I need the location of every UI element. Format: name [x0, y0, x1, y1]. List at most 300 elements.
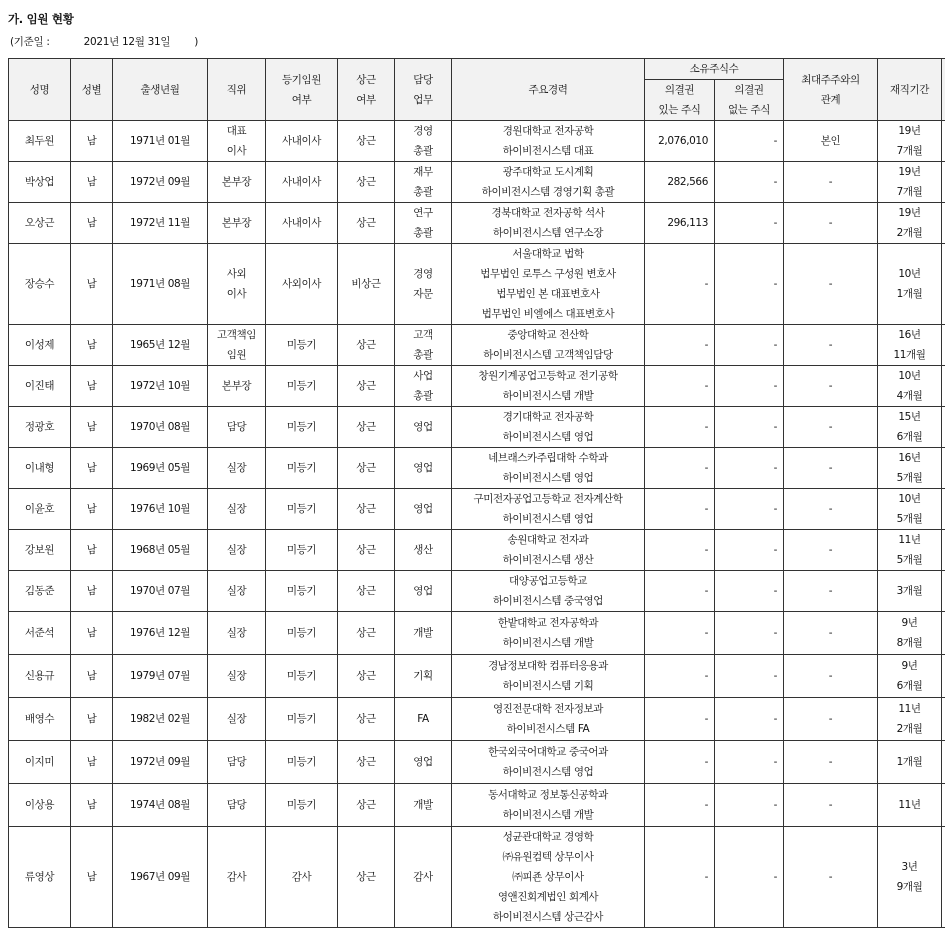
- cell-duty-line: 고객: [397, 325, 449, 345]
- cell-duty-line: 생산: [397, 540, 449, 560]
- cell-name: 신용규: [9, 655, 71, 698]
- cell-position-line: 담당: [210, 795, 263, 815]
- cell-birth: 1971년 01월: [113, 121, 208, 162]
- cell-fulltime: 상근: [338, 325, 395, 366]
- cell-gender: 남: [71, 612, 113, 655]
- cell-career: [452, 448, 645, 489]
- cell-relation: -: [784, 325, 878, 366]
- cell-birth: 1972년 09월: [113, 741, 208, 784]
- cell-career-line: 하이비전시스템 영업: [454, 427, 642, 447]
- cell-voting-shares: -: [645, 827, 715, 928]
- cell-tenure-line: 9년: [880, 613, 939, 633]
- cell-nonvoting-shares: -: [715, 612, 784, 655]
- cell-duty: [395, 571, 452, 612]
- cell-name: 이윤호: [9, 489, 71, 530]
- cell-duty-line: 기획: [397, 666, 449, 686]
- cell-tenure-line: 3개월: [880, 581, 939, 601]
- cell-career-line: 송원대학교 전자과: [454, 530, 642, 550]
- header-name: 성명: [9, 59, 71, 121]
- cell-fulltime: 상근: [338, 448, 395, 489]
- cell-name: 이내형: [9, 448, 71, 489]
- cell-cut-column: [942, 612, 945, 655]
- cell-career: [452, 162, 645, 203]
- cell-duty: [395, 407, 452, 448]
- cell-career-line: 하이비전시스템 연구소장: [454, 223, 642, 243]
- cell-position: [208, 325, 266, 366]
- cell-birth: 1976년 12월: [113, 612, 208, 655]
- cell-nonvoting-shares: -: [715, 203, 784, 244]
- cell-voting-shares: -: [645, 244, 715, 325]
- cell-fulltime: 상근: [338, 407, 395, 448]
- cell-fulltime: 상근: [338, 530, 395, 571]
- cell-registered: 미등기: [266, 530, 338, 571]
- cell-tenure: [878, 489, 942, 530]
- cell-position: [208, 741, 266, 784]
- section-title: 가. 임원 현황: [8, 11, 74, 27]
- cell-tenure: [878, 325, 942, 366]
- cell-tenure: [878, 162, 942, 203]
- cell-position: [208, 203, 266, 244]
- cell-voting-shares: 296,113: [645, 203, 715, 244]
- cell-cut-column: [942, 698, 945, 741]
- cell-career-line: 동서대학교 정보통신공학과: [454, 785, 642, 805]
- cell-name: 배영수: [9, 698, 71, 741]
- cell-fulltime: 상근: [338, 741, 395, 784]
- header-birth: 출생년월: [113, 59, 208, 121]
- cell-birth: 1965년 12월: [113, 325, 208, 366]
- header-cut-column: [942, 59, 945, 121]
- cell-voting-shares: 282,566: [645, 162, 715, 203]
- cell-nonvoting-shares: -: [715, 244, 784, 325]
- cell-birth: 1974년 08월: [113, 784, 208, 827]
- cell-position: [208, 530, 266, 571]
- cell-duty-line: 경영: [397, 121, 449, 141]
- cell-tenure-line: 5개월: [880, 550, 939, 570]
- cell-tenure: [878, 244, 942, 325]
- cell-registered: 미등기: [266, 489, 338, 530]
- cell-position: [208, 489, 266, 530]
- cell-tenure: [878, 655, 942, 698]
- cell-registered: 미등기: [266, 571, 338, 612]
- table-row: [9, 741, 945, 784]
- cell-relation: -: [784, 571, 878, 612]
- cell-tenure-line: 10년: [880, 366, 939, 386]
- cell-fulltime: 상근: [338, 366, 395, 407]
- cell-position-line: 이사: [210, 141, 263, 161]
- cell-position-line: 본부장: [210, 213, 263, 233]
- cell-tenure-line: 2개월: [880, 719, 939, 739]
- cell-duty-line: 자문: [397, 284, 449, 304]
- table-row: [9, 407, 945, 448]
- cell-tenure: [878, 366, 942, 407]
- cell-gender: 남: [71, 325, 113, 366]
- cell-duty-line: 영업: [397, 417, 449, 437]
- cell-registered: 미등기: [266, 612, 338, 655]
- cell-tenure-line: 4개월: [880, 386, 939, 406]
- cell-position: [208, 571, 266, 612]
- cell-birth: 1970년 07월: [113, 571, 208, 612]
- header-duty: [395, 59, 452, 121]
- cell-duty-line: 사업: [397, 366, 449, 386]
- cell-registered: 미등기: [266, 407, 338, 448]
- table-row: [9, 698, 945, 741]
- cell-fulltime: 비상근: [338, 244, 395, 325]
- cell-gender: 남: [71, 827, 113, 928]
- cell-nonvoting-shares: -: [715, 448, 784, 489]
- cell-cut-column: [942, 571, 945, 612]
- table-row: [9, 162, 945, 203]
- cell-relation: -: [784, 655, 878, 698]
- cell-birth: 1982년 02월: [113, 698, 208, 741]
- table-row: [9, 121, 945, 162]
- cell-name: 강보원: [9, 530, 71, 571]
- cell-position-line: 대표: [210, 121, 263, 141]
- cell-career-line: 영앤진회계법인 회계사: [454, 887, 642, 907]
- cell-birth: 1972년 11월: [113, 203, 208, 244]
- cell-voting-shares: -: [645, 784, 715, 827]
- cell-relation: -: [784, 530, 878, 571]
- cell-gender: 남: [71, 489, 113, 530]
- cell-tenure-line: 1개월: [880, 284, 939, 304]
- cell-tenure: [878, 571, 942, 612]
- cell-tenure-line: 11개월: [880, 345, 939, 365]
- cell-fulltime: 상근: [338, 784, 395, 827]
- cell-cut-column: [942, 203, 945, 244]
- cell-relation: -: [784, 612, 878, 655]
- cell-tenure-line: 3년: [880, 857, 939, 877]
- cell-relation: -: [784, 489, 878, 530]
- cell-birth: 1976년 10월: [113, 489, 208, 530]
- cell-fulltime: 상근: [338, 121, 395, 162]
- cell-tenure: [878, 121, 942, 162]
- cell-name: 이지미: [9, 741, 71, 784]
- cell-career: [452, 827, 645, 928]
- cell-position-line: 사외: [210, 264, 263, 284]
- cell-voting-shares: -: [645, 407, 715, 448]
- cell-voting-shares: -: [645, 571, 715, 612]
- cell-tenure-line: 16년: [880, 325, 939, 345]
- cell-duty-line: 개발: [397, 623, 449, 643]
- cell-registered: 미등기: [266, 784, 338, 827]
- header-duty-line: 업무: [397, 90, 449, 110]
- cell-relation: -: [784, 448, 878, 489]
- cell-registered: 미등기: [266, 366, 338, 407]
- cell-duty: [395, 325, 452, 366]
- table-row: [9, 571, 945, 612]
- table-row: [9, 530, 945, 571]
- cell-duty: [395, 827, 452, 928]
- cell-tenure: [878, 530, 942, 571]
- cell-voting-shares: -: [645, 366, 715, 407]
- cell-registered: 미등기: [266, 698, 338, 741]
- cell-gender: 남: [71, 698, 113, 741]
- cell-tenure-line: 2개월: [880, 223, 939, 243]
- header-registered-line: 등기임원: [268, 70, 335, 90]
- cell-career: [452, 489, 645, 530]
- table-row: [9, 203, 945, 244]
- cell-duty: [395, 203, 452, 244]
- cell-career-line: 광주대학교 도시계획: [454, 162, 642, 182]
- cell-relation: -: [784, 698, 878, 741]
- basis-date: [10, 34, 198, 49]
- cell-career: [452, 121, 645, 162]
- cell-career-line: 경남정보대학 컴퓨터응용과: [454, 656, 642, 676]
- cell-tenure-line: 10년: [880, 489, 939, 509]
- cell-nonvoting-shares: -: [715, 489, 784, 530]
- cell-birth: 1972년 09월: [113, 162, 208, 203]
- header-nonvoting-line: 의결권: [717, 80, 781, 100]
- cell-position-line: 이사: [210, 284, 263, 304]
- cell-position: [208, 448, 266, 489]
- cell-duty-line: 영업: [397, 581, 449, 601]
- cell-duty: [395, 784, 452, 827]
- header-tenure: 재직기간: [878, 59, 942, 121]
- cell-nonvoting-shares: -: [715, 530, 784, 571]
- cell-position: [208, 784, 266, 827]
- cell-gender: 남: [71, 162, 113, 203]
- cell-career-line: 법무법인 로투스 구성원 변호사: [454, 264, 642, 284]
- cell-position-line: 실장: [210, 709, 263, 729]
- cell-career: [452, 698, 645, 741]
- cell-tenure-line: 6개월: [880, 427, 939, 447]
- cell-tenure-line: 6개월: [880, 676, 939, 696]
- cell-voting-shares: 2,076,010: [645, 121, 715, 162]
- cell-fulltime: 상근: [338, 203, 395, 244]
- cell-relation: -: [784, 244, 878, 325]
- basis-label: (기준일 :: [10, 36, 50, 48]
- cell-career: [452, 530, 645, 571]
- cell-career: [452, 784, 645, 827]
- header-fulltime: [338, 59, 395, 121]
- cell-career: [452, 407, 645, 448]
- cell-position-line: 실장: [210, 458, 263, 478]
- cell-position: [208, 827, 266, 928]
- cell-duty-line: 연구: [397, 203, 449, 223]
- cell-fulltime: 상근: [338, 827, 395, 928]
- cell-tenure-line: 7개월: [880, 141, 939, 161]
- cell-registered: 사내이사: [266, 203, 338, 244]
- cell-position-line: 고객책임: [210, 325, 263, 345]
- header-nonvoting: [715, 80, 784, 121]
- cell-career-line: 영진전문대학 전자정보과: [454, 699, 642, 719]
- cell-nonvoting-shares: -: [715, 827, 784, 928]
- cell-position: [208, 366, 266, 407]
- header-nonvoting-line: 없는 주식: [717, 100, 781, 120]
- cell-relation: -: [784, 827, 878, 928]
- cell-tenure-line: 16년: [880, 448, 939, 468]
- cell-birth: 1970년 08월: [113, 407, 208, 448]
- cell-name: 장승수: [9, 244, 71, 325]
- cell-career-line: 하이비전시스템 개발: [454, 386, 642, 406]
- cell-career-line: 경북대학교 전자공학 석사: [454, 203, 642, 223]
- cell-position-line: 담당: [210, 752, 263, 772]
- cell-birth: 1972년 10월: [113, 366, 208, 407]
- cell-career-line: 법무법인 비엘에스 대표변호사: [454, 304, 642, 324]
- cell-position-line: 실장: [210, 540, 263, 560]
- header-relation-line: 최대주주와의: [786, 70, 875, 90]
- cell-voting-shares: -: [645, 741, 715, 784]
- cell-nonvoting-shares: -: [715, 698, 784, 741]
- header-relation: [784, 59, 878, 121]
- cell-career-line: 한밭대학교 전자공학과: [454, 613, 642, 633]
- cell-registered: 감사: [266, 827, 338, 928]
- cell-tenure-line: 7개월: [880, 182, 939, 202]
- cell-registered: 미등기: [266, 448, 338, 489]
- cell-fulltime: 상근: [338, 612, 395, 655]
- cell-duty: [395, 366, 452, 407]
- cell-registered: 사내이사: [266, 121, 338, 162]
- header-position: [208, 59, 266, 121]
- cell-position-line: 실장: [210, 581, 263, 601]
- cell-position: [208, 698, 266, 741]
- cell-tenure-line: 15년: [880, 407, 939, 427]
- cell-fulltime: 상근: [338, 571, 395, 612]
- cell-position: [208, 612, 266, 655]
- cell-registered: 미등기: [266, 325, 338, 366]
- cell-duty-line: 총괄: [397, 182, 449, 202]
- cell-voting-shares: -: [645, 448, 715, 489]
- basis-date-value: 2021년 12월 31일: [84, 34, 171, 49]
- header-relation-line: 관계: [786, 90, 875, 110]
- cell-nonvoting-shares: -: [715, 121, 784, 162]
- cell-relation: 본인: [784, 121, 878, 162]
- cell-fulltime: 상근: [338, 489, 395, 530]
- cell-name: 최두원: [9, 121, 71, 162]
- cell-position-line: 실장: [210, 499, 263, 519]
- cell-cut-column: [942, 325, 945, 366]
- header-fulltime-line: 상근: [340, 70, 392, 90]
- cell-career-line: 하이비전시스템 중국영업: [454, 591, 642, 611]
- cell-position-line: 본부장: [210, 172, 263, 192]
- cell-relation: -: [784, 407, 878, 448]
- cell-relation: -: [784, 741, 878, 784]
- cell-duty-line: 총괄: [397, 141, 449, 161]
- cell-tenure: [878, 203, 942, 244]
- cell-name: 류영상: [9, 827, 71, 928]
- table-header: [9, 59, 945, 121]
- cell-career-line: 한국외국어대학교 중국어과: [454, 742, 642, 762]
- header-gender: 성별: [71, 59, 113, 121]
- cell-tenure: [878, 407, 942, 448]
- cell-name: 박상업: [9, 162, 71, 203]
- cell-cut-column: [942, 244, 945, 325]
- cell-tenure-line: 11년: [880, 699, 939, 719]
- cell-duty-line: 총괄: [397, 345, 449, 365]
- basis-close: ): [194, 36, 198, 48]
- table-row: [9, 827, 945, 928]
- cell-career-line: 창원기계공업고등학교 전기공학: [454, 366, 642, 386]
- cell-fulltime: 상근: [338, 698, 395, 741]
- cell-gender: 남: [71, 244, 113, 325]
- table-row: [9, 784, 945, 827]
- cell-career: [452, 325, 645, 366]
- cell-nonvoting-shares: -: [715, 325, 784, 366]
- cell-career-line: 하이비전시스템 FA: [454, 719, 642, 739]
- cell-career-line: 하이비전시스템 경영기획 총괄: [454, 182, 642, 202]
- cell-relation: -: [784, 784, 878, 827]
- cell-position-line: 실장: [210, 666, 263, 686]
- cell-duty: [395, 530, 452, 571]
- cell-cut-column: [942, 162, 945, 203]
- cell-tenure-line: 19년: [880, 203, 939, 223]
- cell-career-line: 중앙대학교 전산학: [454, 325, 642, 345]
- cell-position: [208, 244, 266, 325]
- cell-voting-shares: -: [645, 698, 715, 741]
- cell-career-line: 구미전자공업고등학교 전자계산학: [454, 489, 642, 509]
- cell-voting-shares: -: [645, 489, 715, 530]
- cell-career: [452, 571, 645, 612]
- cell-name: 이성제: [9, 325, 71, 366]
- cell-duty-line: 재무: [397, 162, 449, 182]
- cell-duty: [395, 489, 452, 530]
- cell-tenure: [878, 827, 942, 928]
- cell-career: [452, 366, 645, 407]
- cell-career-line: ㈜유원컴텍 상무이사: [454, 847, 642, 867]
- cell-gender: 남: [71, 448, 113, 489]
- cell-birth: 1971년 08월: [113, 244, 208, 325]
- cell-nonvoting-shares: -: [715, 366, 784, 407]
- header-duty-line: 담당: [397, 70, 449, 90]
- cell-nonvoting-shares: -: [715, 784, 784, 827]
- cell-career-line: 하이비전시스템 영업: [454, 509, 642, 529]
- cell-position-line: 실장: [210, 623, 263, 643]
- cell-tenure: [878, 612, 942, 655]
- cell-duty-line: 총괄: [397, 386, 449, 406]
- cell-gender: 남: [71, 366, 113, 407]
- cell-tenure-line: 9년: [880, 656, 939, 676]
- cell-tenure-line: 1개월: [880, 752, 939, 772]
- cell-gender: 남: [71, 655, 113, 698]
- cell-career: [452, 244, 645, 325]
- cell-relation: -: [784, 162, 878, 203]
- cell-tenure: [878, 448, 942, 489]
- cell-registered: 사내이사: [266, 162, 338, 203]
- cell-gender: 남: [71, 407, 113, 448]
- cell-career-line: 하이비전시스템 개발: [454, 633, 642, 653]
- cell-gender: 남: [71, 121, 113, 162]
- cell-birth: 1979년 07월: [113, 655, 208, 698]
- header-shares-group: 소유주식수: [645, 59, 784, 80]
- table-row: [9, 244, 945, 325]
- cell-fulltime: 상근: [338, 162, 395, 203]
- cell-career-line: ㈜피죤 상무이사: [454, 867, 642, 887]
- cell-name: 이상용: [9, 784, 71, 827]
- header-voting-line: 있는 주식: [647, 100, 712, 120]
- cell-registered: 미등기: [266, 741, 338, 784]
- cell-fulltime: 상근: [338, 655, 395, 698]
- cell-tenure: [878, 741, 942, 784]
- cell-career: [452, 203, 645, 244]
- cell-career: [452, 612, 645, 655]
- cell-career-line: 대양공업고등학교: [454, 571, 642, 591]
- cell-name: 서준석: [9, 612, 71, 655]
- cell-duty-line: 경영: [397, 264, 449, 284]
- header-voting: [645, 80, 715, 121]
- cell-tenure-line: 9개월: [880, 877, 939, 897]
- table-row: [9, 325, 945, 366]
- cell-tenure: [878, 698, 942, 741]
- cell-position: [208, 121, 266, 162]
- cell-duty: [395, 698, 452, 741]
- cell-name: 이진태: [9, 366, 71, 407]
- cell-career-line: 하이비전시스템 대표: [454, 141, 642, 161]
- cell-nonvoting-shares: -: [715, 162, 784, 203]
- header-registered-line: 여부: [268, 90, 335, 110]
- cell-career: [452, 655, 645, 698]
- cell-cut-column: [942, 489, 945, 530]
- cell-cut-column: [942, 407, 945, 448]
- cell-position: [208, 162, 266, 203]
